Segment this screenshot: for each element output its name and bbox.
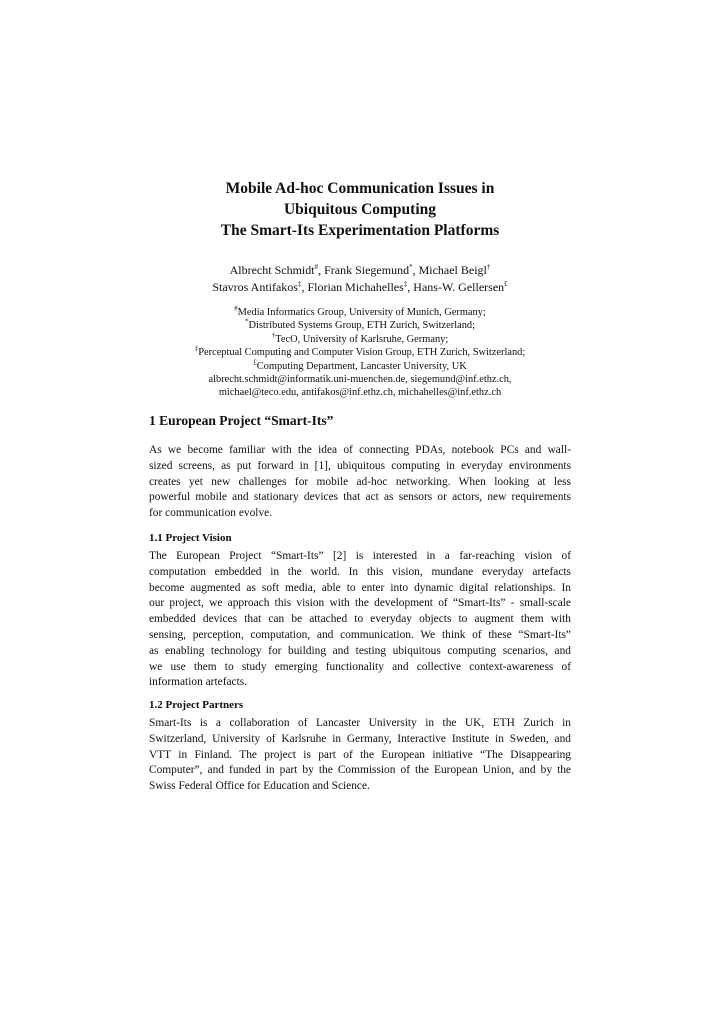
author-mark: * bbox=[409, 263, 413, 271]
author-mark: ‡ bbox=[403, 280, 408, 288]
author-name: Michael Beigl bbox=[418, 263, 487, 277]
affiliation-text: Media Informatics Group, University of Munich, Germany; bbox=[237, 307, 486, 318]
title-line: Ubiquitous Computing bbox=[283, 201, 437, 218]
author-name: Albrecht Schmidt bbox=[229, 263, 315, 277]
paper-title bbox=[150, 178, 570, 241]
author-line bbox=[150, 279, 570, 296]
affiliation-item bbox=[110, 346, 610, 359]
text-line: Smart-Its is a collaboration of Lancaster University in the UK, ETH Zurich in bbox=[149, 717, 571, 729]
text-line: The European Project “Smart-Its” [2] is interested in a far-reaching vision of bbox=[149, 550, 571, 562]
affiliation-item bbox=[110, 333, 610, 346]
email-line[interactable]: michael@teco.edu, antifakos@inf.ethz.ch, michahelles@inf.ethz.ch bbox=[218, 387, 502, 399]
affiliation-item bbox=[110, 319, 610, 332]
author-separator: , bbox=[407, 280, 414, 294]
author-name: Stavros Antifakos bbox=[212, 280, 298, 294]
affiliation-mark: † bbox=[271, 331, 276, 340]
text-line: sensing, perception, computation, and communication. We think of these “Smart-Its” bbox=[149, 628, 571, 641]
subsection-heading: 1.2 Project Partners bbox=[149, 699, 244, 711]
text-line: As we become familiar with the idea of connecting PDAs, notebook PCs and wall- bbox=[149, 444, 571, 456]
affiliation-text: Perceptual Computing and Computer Vision Group, ETH Zurich, Switzerland; bbox=[198, 347, 526, 359]
author-line bbox=[150, 262, 570, 279]
author-mark: # bbox=[314, 263, 319, 271]
author-separator: , bbox=[301, 280, 308, 294]
text-line: Swiss Federal Office for Education and Science. bbox=[149, 780, 370, 793]
subsection-heading: 1.1 Project Vision bbox=[149, 532, 232, 544]
paragraph-intro bbox=[149, 443, 571, 522]
author-name: Hans-W. Gellersen bbox=[413, 280, 505, 294]
text-line: our project, we approach this vision with the development of “Smart-Its” - small-scale bbox=[149, 597, 571, 610]
author-name: Frank Siegemund bbox=[324, 263, 410, 277]
section-heading: 1 European Project “Smart-Its” bbox=[149, 413, 334, 428]
text-line: information artefacts. bbox=[149, 676, 248, 689]
title-line: Mobile Ad-hoc Communication Issues in bbox=[225, 180, 495, 197]
author-separator: , bbox=[318, 263, 325, 277]
affiliation-text: Distributed Systems Group, ETH Zurich, Switzerland; bbox=[248, 320, 476, 332]
affiliation-mark: * bbox=[244, 317, 249, 326]
author-mark: † bbox=[486, 263, 491, 271]
text-line: become augmented as soft media, able to enter into dynamic digital relationships. In bbox=[149, 581, 571, 594]
affiliation-text: Computing Department, Lancaster University, UK bbox=[256, 360, 467, 372]
text-line: VTT in Finland. The project is part of the European initiative “The Disappearing bbox=[149, 748, 571, 761]
title-line: The Smart-Its Experimentation Platforms bbox=[220, 222, 500, 239]
affiliation-text: TecO, University of Karlsruhe, Germany; bbox=[275, 333, 449, 345]
text-line: sized screens, as put forward in [1], ubiquitous computing in everyday environments bbox=[149, 459, 571, 472]
paragraph-partners bbox=[149, 716, 571, 795]
author-list bbox=[150, 262, 570, 296]
text-line: Switzerland, University of Karlsruhe in Germany, Interactive Institute in Sweden, and bbox=[149, 732, 571, 745]
text-line: powerful mobile and stationary devices that act as sensors or actors, new requirements bbox=[149, 491, 571, 504]
author-mark: £ bbox=[504, 280, 508, 288]
author-mark: ‡ bbox=[297, 280, 302, 288]
affiliation-item bbox=[110, 360, 610, 373]
author-separator: , bbox=[412, 263, 419, 277]
text-line: Computer”, and funded in part by the Commission of the European Union, and by the bbox=[149, 764, 571, 777]
affiliation-mark: ‡ bbox=[194, 344, 199, 353]
text-line: we use them to study emerging functionality and collective context-awareness of bbox=[149, 660, 571, 673]
text-line: creates yet new challenges for mobile ad-hoc networking. When looking at less bbox=[149, 475, 571, 488]
affiliation-mark: # bbox=[234, 304, 238, 313]
text-line: for communication evolve. bbox=[149, 507, 273, 520]
text-line: computation embedded in the world. In this vision, mundane everyday artefacts bbox=[149, 565, 571, 578]
email-line[interactable]: albrecht.schmidt@informatik.uni-muenchen.de, siegemund@inf.ethz.ch, bbox=[208, 374, 512, 386]
text-line: as enabling technology for building and testing ubiquitous computing scenarios, and bbox=[149, 644, 571, 657]
affiliation-item bbox=[110, 306, 610, 319]
author-name: Florian Michahelles bbox=[307, 280, 404, 294]
paragraph-vision bbox=[149, 549, 571, 691]
text-line: embedded devices that can be attached to everyday objects to augment them with bbox=[149, 613, 571, 626]
affiliation-mark: £ bbox=[253, 358, 257, 367]
affiliation-list bbox=[110, 306, 610, 400]
